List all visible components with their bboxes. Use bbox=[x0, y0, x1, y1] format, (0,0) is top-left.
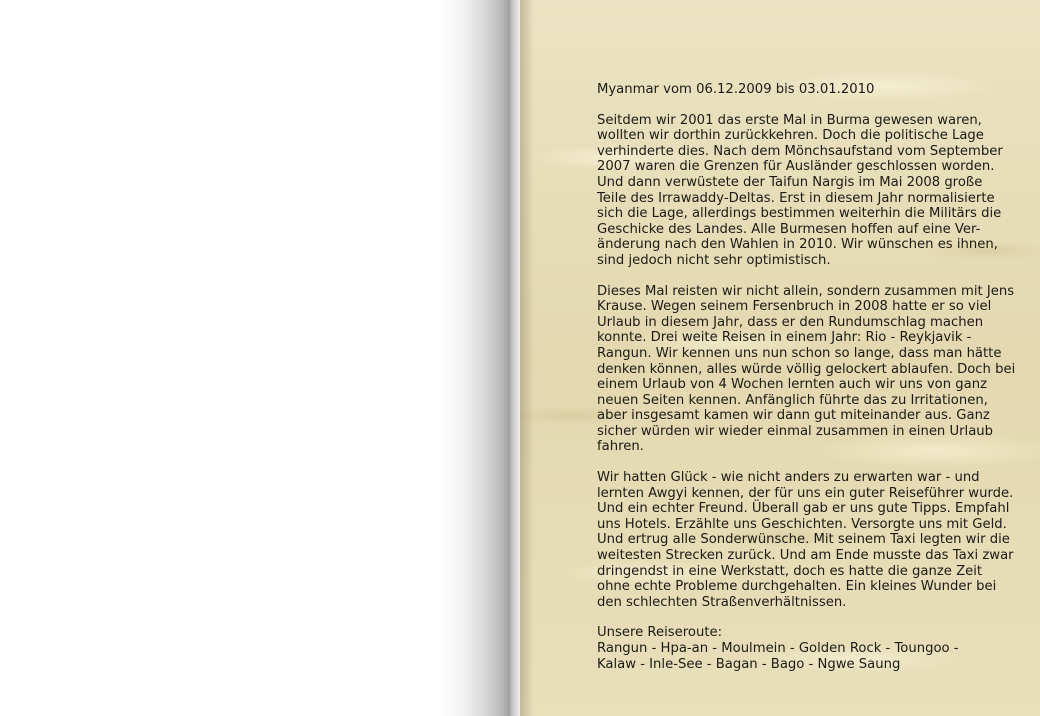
text-line: verhinderte dies. Nach dem Mönchsaufstand vom September bbox=[597, 143, 1003, 159]
text-line: Rangun - Hpa-an - Moulmein - Golden Rock - Toungoo - bbox=[597, 641, 959, 656]
left-page-blank bbox=[0, 0, 508, 716]
text-line: Krause. Wegen seinem Fersenbruch in 2008 hatte er so viel bbox=[597, 299, 992, 315]
text-line: ohne echte Probleme durchgehalten. Ein kleines Wunder bei bbox=[597, 579, 997, 595]
right-page bbox=[520, 0, 1040, 716]
page-text bbox=[597, 82, 1016, 687]
text-line: einem Urlaub von 4 Wochen lernten auch wir uns von ganz bbox=[597, 377, 988, 393]
text-line: Teile des Irrawaddy-Deltas. Erst in diesem Jahr normalisierte bbox=[597, 190, 995, 206]
text-line: sicher würden wir wieder einmal zusammen in einen Urlaub bbox=[597, 423, 994, 439]
text-line: neuen Seiten kennen. Anfänglich führte das zu Irritationen, bbox=[597, 392, 988, 408]
text-line: Rangun. Wir kennen uns nun schon so lange, dass man hätte bbox=[597, 345, 1002, 361]
text-line: aber insgesamt kamen wir dann gut miteinander aus. Ganz bbox=[597, 408, 990, 424]
text-line: fahren. bbox=[597, 439, 644, 455]
text-line: konnte. Drei weite Reisen in einem Jahr: Rio - Reykjavik - bbox=[597, 330, 972, 346]
book-spine bbox=[508, 0, 520, 716]
text-line: Kalaw - Inle-See - Bagan - Bago - Ngwe Saung bbox=[597, 656, 901, 672]
text-line: Und dann verwüstete der Taifun Nargis im Mai 2008 große bbox=[597, 174, 983, 190]
paragraph bbox=[597, 470, 1014, 610]
text-line: uns Hotels. Erzählte uns Geschichten. Versorgte uns mit Geld. bbox=[597, 516, 1007, 532]
text-line: Dieses Mal reisten wir nicht allein, sondern zusammen mit Jens bbox=[597, 283, 1015, 299]
text-line: weitesten Strecken zurück. Und am Ende musste das Taxi zwar bbox=[597, 548, 1014, 564]
text-line: sind jedoch nicht sehr optimistisch. bbox=[597, 252, 831, 268]
text-line: wollten wir dorthin zurückkehren. Doch die politische Lage bbox=[597, 128, 984, 144]
text-line: den schlechten Straßenverhältnissen. bbox=[597, 594, 847, 610]
text-line: 2007 waren die Grenzen für Ausländer geschlossen worden. bbox=[597, 159, 995, 175]
text-line: Wir hatten Glück - wie nicht anders zu erwarten war - und bbox=[597, 470, 980, 486]
page-title: Myanmar vom 06.12.2009 bis 03.01.2010 bbox=[597, 82, 875, 97]
text-line: Geschicke des Landes. Alle Burmesen hoffen auf eine Ver- bbox=[597, 221, 981, 237]
paragraph-list bbox=[597, 112, 1016, 673]
paragraph bbox=[597, 625, 997, 672]
text-line: Unsere Reiseroute: bbox=[597, 625, 723, 641]
text-line: Und ein echter Freund. Überall gab er uns gute Tipps. Empfahl bbox=[597, 501, 1010, 517]
text-line: lernten Awgyi kennen, der für uns ein guter Reiseführer wurde. bbox=[597, 485, 1014, 501]
text-line: Und ertrug alle Sonderwünsche. Mit seinem Taxi legten wir die bbox=[597, 532, 1010, 548]
text-line: änderung nach den Wahlen in 2010. Wir wünschen es ihnen, bbox=[597, 237, 998, 253]
text-line: denken können, alles würde völlig gelockert ablaufen. Doch bei bbox=[597, 361, 1016, 377]
text-line: Seitdem wir 2001 das erste Mal in Burma gewesen waren, bbox=[597, 112, 982, 128]
text-line: sich die Lage, allerdings bestimmen weiterhin die Militärs die bbox=[597, 206, 1002, 222]
paragraph bbox=[597, 112, 1003, 269]
text-line: Urlaub in diesem Jahr, dass er den Rundumschlag machen bbox=[597, 314, 984, 330]
text-line: dringendst in eine Werkstatt, doch es hatte die ganze Zeit bbox=[597, 563, 983, 579]
paragraph bbox=[597, 283, 1016, 456]
